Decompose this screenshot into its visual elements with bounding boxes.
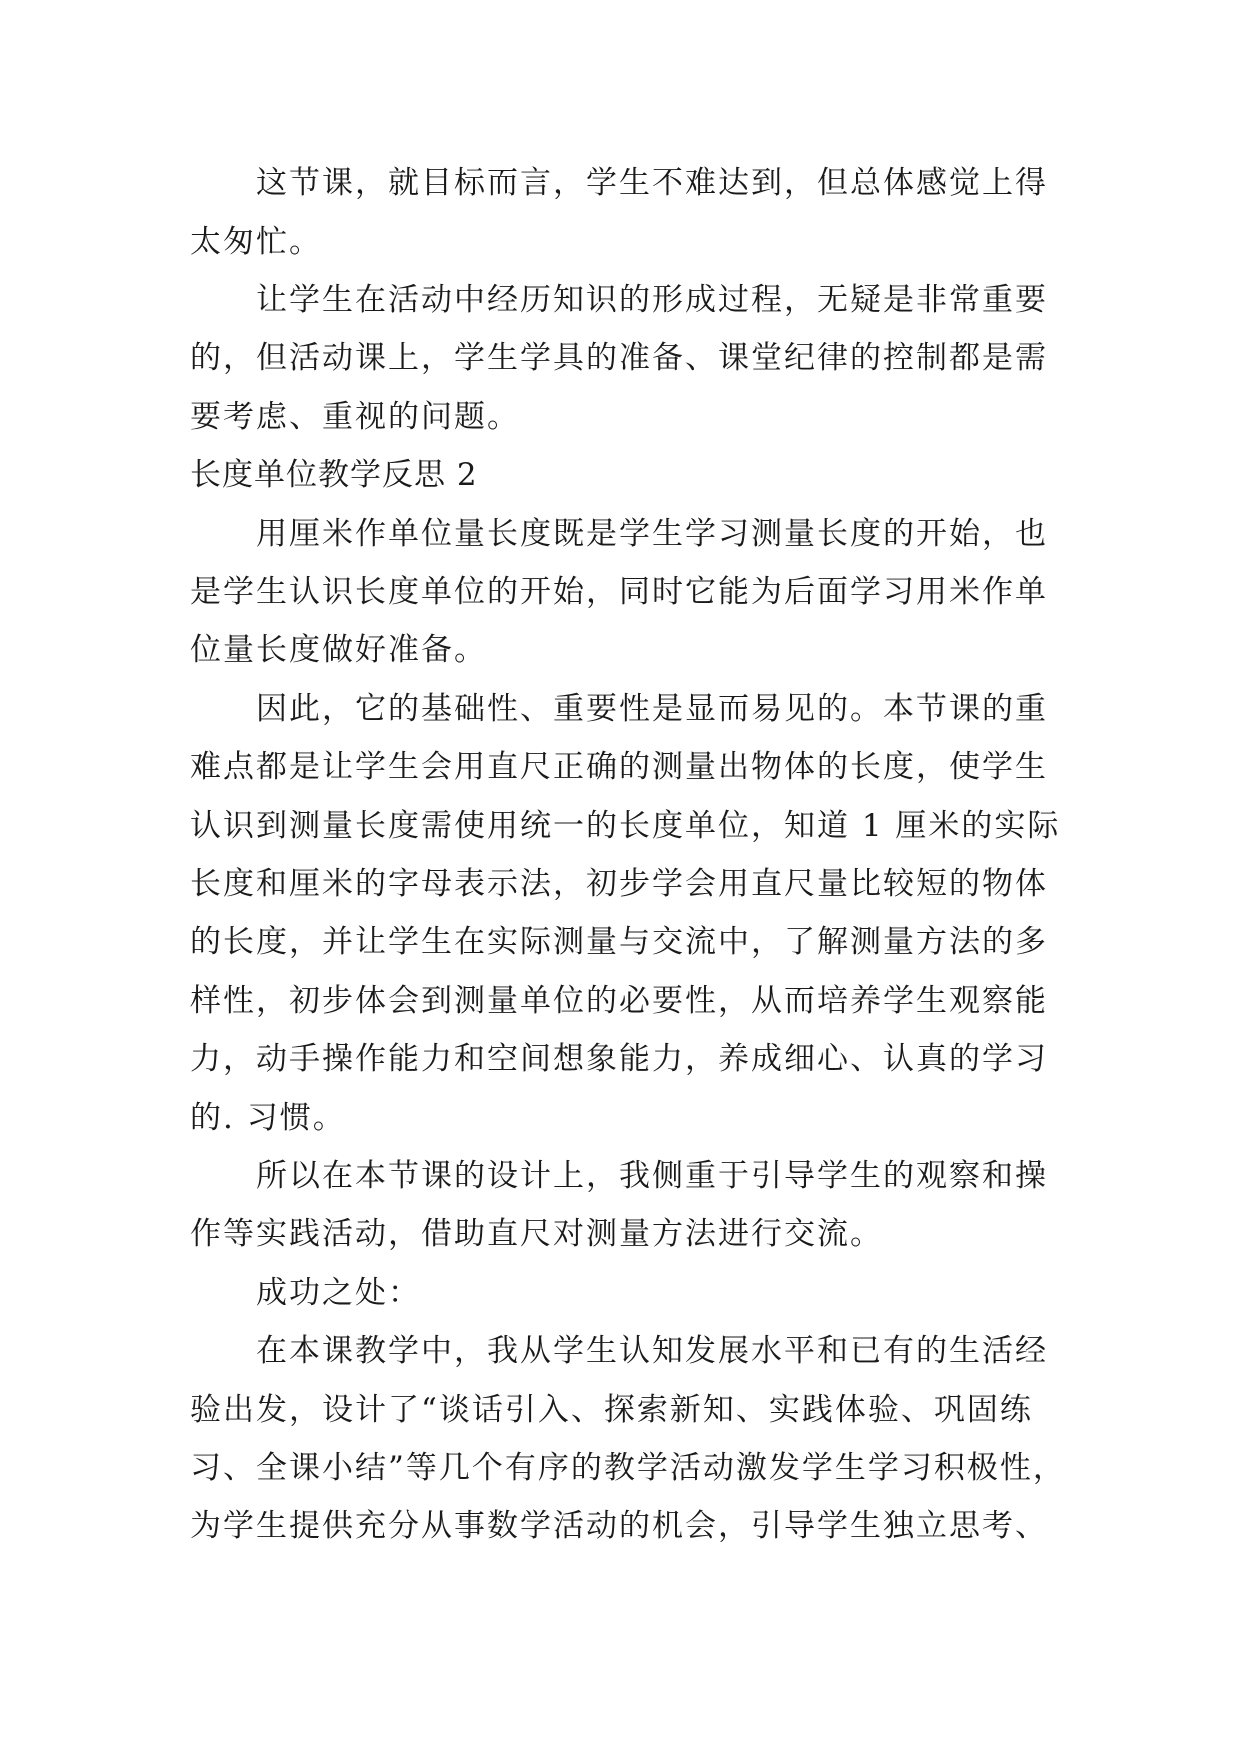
paragraph-line: 样性，初步体会到测量单位的必要性，从而培养学生观察能 [190, 983, 1048, 1019]
paragraph-line: 长度和厘米的字母表示法，初步学会用直尺量比较短的物体 [190, 866, 1048, 902]
paragraph-line: 的. 习惯。 [190, 1100, 346, 1136]
paragraph-line: 作等实践活动，借助直尺对测量方法进行交流。 [190, 1216, 883, 1252]
paragraph-line: 是学生认识长度单位的开始，同时它能为后面学习用米作单 [190, 574, 1048, 610]
paragraph-line: 用厘米作单位量长度既是学生学习测量长度的开始，也 [256, 516, 1048, 552]
paragraph-line: 在本课教学中，我从学生认知发展水平和已有的生活经 [256, 1333, 1048, 1369]
paragraph-line: 的长度，并让学生在实际测量与交流中，了解测量方法的多 [190, 924, 1048, 960]
paragraph-line: 难点都是让学生会用直尺正确的测量出物体的长度，使学生 [190, 749, 1048, 785]
paragraph-line: 这节课，就目标而言，学生不难达到，但总体感觉上得 [256, 165, 1048, 201]
paragraph-line: 的，但活动课上，学生学具的准备、课堂纪律的控制都是需 [190, 340, 1048, 376]
paragraph-line: 习、全课小结”等几个有序的教学活动激发学生学习积极性， [190, 1450, 1066, 1486]
paragraph-line: 所以在本节课的设计上，我侧重于引导学生的观察和操 [256, 1158, 1048, 1194]
paragraph-line: 位量长度做好准备。 [190, 632, 487, 668]
paragraph-line: 让学生在活动中经历知识的形成过程，无疑是非常重要 [256, 282, 1048, 318]
paragraph-line: 认识到测量长度需使用统一的长度单位，知道 1 厘米的实际 [190, 808, 1061, 844]
paragraph-line: 成功之处： [256, 1275, 421, 1311]
paragraph-line: 要考虑、重视的问题。 [190, 399, 520, 435]
paragraph-line: 为学生提供充分从事数学活动的机会，引导学生独立思考、 [190, 1508, 1048, 1544]
section-heading: 长度单位教学反思 2 [190, 457, 478, 493]
paragraph-line: 因此，它的基础性、重要性是显而易见的。本节课的重 [256, 691, 1048, 727]
paragraph-line: 太匆忙。 [190, 224, 322, 260]
paragraph-line: 验出发，设计了“谈话引入、探索新知、实践体验、巩固练 [190, 1392, 1033, 1428]
paragraph-line: 力，动手操作能力和空间想象能力，养成细心、认真的学习 [190, 1041, 1048, 1077]
